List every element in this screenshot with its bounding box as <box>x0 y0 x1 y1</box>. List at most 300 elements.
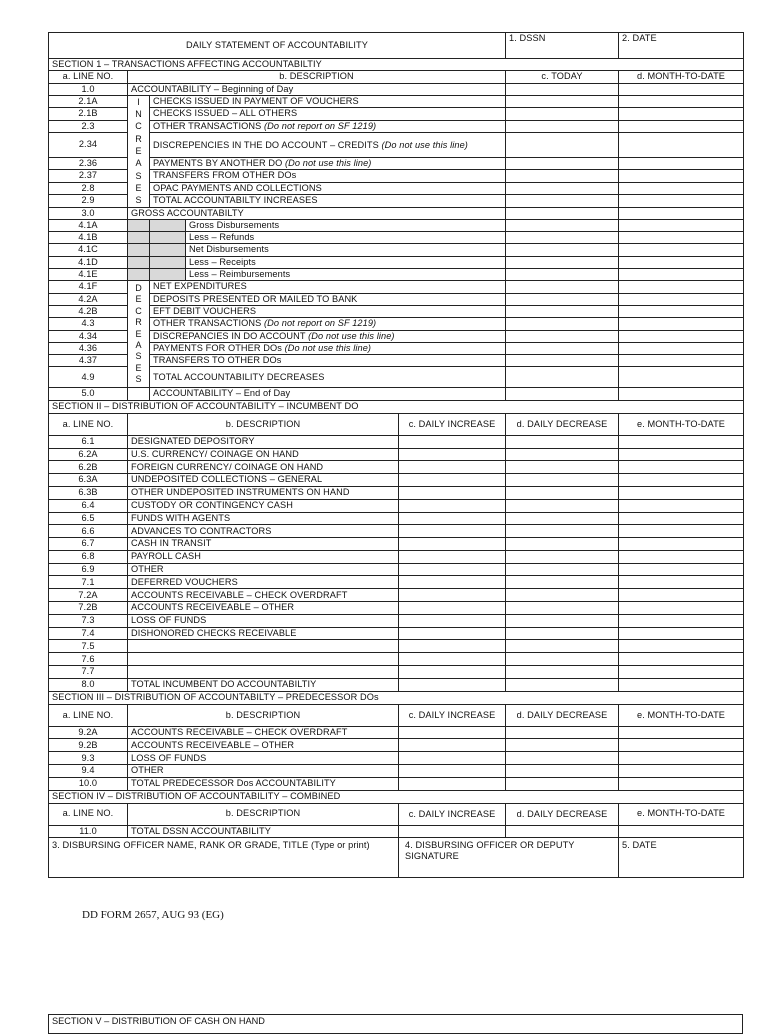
row-description-cell <box>150 305 506 317</box>
daily-decrease-cell[interactable] <box>506 486 619 499</box>
line-no: 6.2A <box>49 448 128 461</box>
line-no: 5.0 <box>49 388 128 400</box>
mtd-cell[interactable] <box>619 765 744 778</box>
row-description-cell <box>150 318 506 330</box>
row-description: TOTAL PREDECESSOR Dos ACCOUNTABILITY <box>128 777 399 790</box>
daily-increase-cell[interactable] <box>399 538 506 551</box>
daily-increase-cell[interactable] <box>399 777 506 790</box>
today-cell[interactable] <box>506 355 619 367</box>
col-month-to-date: e. MONTH-TO-DATE <box>619 803 744 825</box>
daily-increase-cell[interactable] <box>399 602 506 615</box>
mtd-cell[interactable] <box>619 318 744 330</box>
mtd-cell[interactable] <box>619 269 744 281</box>
row-description: DISCREPENCIES IN THE DO ACCOUNT – CREDITS <box>153 139 379 150</box>
today-cell[interactable] <box>506 170 619 182</box>
table-row <box>49 653 744 666</box>
line-no: 4.2A <box>49 293 128 305</box>
line-no: 4.9 <box>49 367 128 388</box>
table-row <box>49 614 744 627</box>
table-row <box>49 157 744 169</box>
col-daily-decrease: d. DAILY DECREASE <box>506 413 619 435</box>
line-no: 6.2B <box>49 461 128 474</box>
daily-increase-cell[interactable] <box>399 461 506 474</box>
mtd-cell[interactable] <box>619 525 744 538</box>
table-row <box>49 219 744 231</box>
daily-increase-cell[interactable] <box>399 627 506 640</box>
table-row <box>49 448 744 461</box>
mtd-cell[interactable] <box>619 182 744 194</box>
row-description: DEFERRED VOUCHERS <box>128 576 399 589</box>
row-description: CUSTODY OR CONTINGENCY CASH <box>128 499 399 512</box>
daily-decrease-cell[interactable] <box>506 563 619 576</box>
line-no: 2.3 <box>49 120 128 132</box>
today-cell[interactable] <box>506 95 619 107</box>
line-no: 9.4 <box>49 765 128 778</box>
mtd-cell[interactable] <box>619 589 744 602</box>
mtd-cell[interactable] <box>619 95 744 107</box>
table-row <box>49 108 744 120</box>
mtd-cell[interactable] <box>619 666 744 679</box>
mtd-cell[interactable] <box>619 305 744 317</box>
row-description: CASH IN TRANSIT <box>128 538 399 551</box>
mtd-cell[interactable] <box>619 576 744 589</box>
row-description: OTHER <box>128 563 399 576</box>
line-no: 6.5 <box>49 512 128 525</box>
line-no: 2.37 <box>49 170 128 182</box>
today-cell[interactable] <box>506 318 619 330</box>
row-note: (Do not use this line) <box>308 330 395 341</box>
mtd-cell[interactable] <box>619 83 744 95</box>
mtd-cell[interactable] <box>619 120 744 132</box>
table-row <box>49 133 744 157</box>
table-row <box>49 640 744 653</box>
col-description: b. DESCRIPTION <box>128 413 399 435</box>
mtd-cell[interactable] <box>619 448 744 461</box>
daily-increase-cell[interactable] <box>399 752 506 765</box>
today-cell[interactable] <box>506 342 619 354</box>
today-cell[interactable] <box>506 157 619 169</box>
daily-decrease-cell[interactable] <box>506 525 619 538</box>
vertical-letter: E <box>135 328 142 339</box>
mtd-cell[interactable] <box>619 330 744 342</box>
row-description: OTHER UNDEPOSITED INSTRUMENTS ON HAND <box>128 486 399 499</box>
line-no: 2.36 <box>49 157 128 169</box>
mtd-cell[interactable] <box>619 739 744 752</box>
date-field[interactable]: 2. DATE <box>619 33 744 59</box>
row-description-cell <box>150 195 506 208</box>
mtd-cell[interactable] <box>619 474 744 487</box>
table-row <box>49 293 744 305</box>
daily-increase-cell[interactable] <box>399 474 506 487</box>
table-row <box>49 83 744 95</box>
daily-increase-cell[interactable] <box>399 576 506 589</box>
table-row <box>49 244 744 256</box>
section2-title: SECTION II – DISTRIBUTION OF ACCOUNTABILITY – INCUMBENT DO <box>49 400 744 413</box>
daily-decrease-cell[interactable] <box>506 602 619 615</box>
daily-increase-cell[interactable] <box>399 825 506 838</box>
row-description: ACCOUNTS RECEIVABLE – CHECK OVERDRAFT <box>128 726 399 739</box>
daily-decrease-cell[interactable] <box>506 627 619 640</box>
vertical-letter: E <box>135 362 142 373</box>
table-row <box>49 525 744 538</box>
line-no: 3.0 <box>49 207 128 219</box>
row-description-cell <box>150 281 506 293</box>
row-description-cell <box>150 293 506 305</box>
daily-decrease-cell[interactable] <box>506 678 619 691</box>
shaded-cell <box>128 256 150 268</box>
daily-decrease-cell[interactable] <box>506 825 619 838</box>
daily-increase-cell[interactable] <box>399 563 506 576</box>
row-description: DESIGNATED DEPOSITORY <box>128 435 399 448</box>
daily-increase-cell[interactable] <box>399 678 506 691</box>
row-description: ACCOUNTS RECEIVABLE – CHECK OVERDRAFT <box>128 589 399 602</box>
daily-increase-cell[interactable] <box>399 448 506 461</box>
today-cell[interactable] <box>506 195 619 208</box>
row-description: FOREIGN CURRENCY/ COINAGE ON HAND <box>128 461 399 474</box>
form-table <box>48 32 744 878</box>
daily-decrease-cell[interactable] <box>506 765 619 778</box>
mtd-cell[interactable] <box>619 244 744 256</box>
daily-increase-cell[interactable] <box>399 726 506 739</box>
mtd-cell[interactable] <box>619 388 744 400</box>
dssn-field[interactable]: 1. DSSN <box>506 33 619 59</box>
col-daily-decrease: d. DAILY DECREASE <box>506 803 619 825</box>
mtd-cell[interactable] <box>619 825 744 838</box>
mtd-cell[interactable] <box>619 293 744 305</box>
daily-statement-form <box>48 32 743 878</box>
daily-increase-cell[interactable] <box>399 435 506 448</box>
mtd-cell[interactable] <box>619 640 744 653</box>
row-description-cell <box>150 157 506 169</box>
row-description: DEPOSITS PRESENTED OR MAILED TO BANK <box>153 293 358 304</box>
mtd-cell[interactable] <box>619 108 744 120</box>
daily-increase-cell[interactable] <box>399 666 506 679</box>
mtd-cell[interactable] <box>619 355 744 367</box>
col-month-to-date: e. MONTH-TO-DATE <box>619 413 744 435</box>
form-id: DD FORM 2657, AUG 93 (EG) <box>82 909 224 921</box>
row-description-cell <box>150 182 506 194</box>
table-row <box>49 538 744 551</box>
line-no: 10.0 <box>49 777 128 790</box>
vertical-letter: A <box>135 158 142 169</box>
mtd-cell[interactable] <box>619 752 744 765</box>
row-description: LOSS OF FUNDS <box>128 614 399 627</box>
line-no: 7.4 <box>49 627 128 640</box>
vertical-letter: A <box>135 340 142 351</box>
daily-decrease-cell[interactable] <box>506 752 619 765</box>
table-row <box>49 563 744 576</box>
row-description: PAYROLL CASH <box>128 550 399 563</box>
table-row <box>49 71 744 83</box>
table-row <box>49 803 744 825</box>
mtd-cell[interactable] <box>619 627 744 640</box>
row-description: NET EXPENDITURES <box>153 281 247 292</box>
vertical-letter: N <box>135 109 142 120</box>
line-no: 4.1C <box>49 244 128 256</box>
daily-decrease-cell[interactable] <box>506 461 619 474</box>
mtd-cell[interactable] <box>619 219 744 231</box>
table-row <box>49 790 744 803</box>
signature-field[interactable]: 4. DISBURSING OFFICER OR DEPUTY SIGNATURE <box>399 838 619 878</box>
daily-increase-cell[interactable] <box>399 512 506 525</box>
daily-increase-cell[interactable] <box>399 499 506 512</box>
daily-increase-cell[interactable] <box>399 653 506 666</box>
mtd-cell[interactable] <box>619 435 744 448</box>
today-cell[interactable] <box>506 293 619 305</box>
row-description: FUNDS WITH AGENTS <box>128 512 399 525</box>
row-description: Net Disbursements <box>186 244 506 256</box>
today-cell[interactable] <box>506 232 619 244</box>
form-title: DAILY STATEMENT OF ACCOUNTABILITY <box>49 33 506 59</box>
row-description <box>128 666 399 679</box>
row-note: (Do not use this line) <box>381 139 468 150</box>
shaded-cell <box>128 219 150 231</box>
col-line-no: a. LINE NO. <box>49 71 128 83</box>
daily-decrease-cell[interactable] <box>506 640 619 653</box>
today-cell[interactable] <box>506 207 619 219</box>
row-description-cell <box>150 330 506 342</box>
table-row <box>49 413 744 435</box>
today-cell[interactable] <box>506 305 619 317</box>
table-row <box>49 120 744 132</box>
daily-decrease-cell[interactable] <box>506 576 619 589</box>
row-description: CHECKS ISSUED IN PAYMENT OF VOUCHERS <box>153 95 359 106</box>
mtd-cell[interactable] <box>619 614 744 627</box>
vertical-letter: C <box>135 305 142 316</box>
vertical-letter: E <box>135 294 142 305</box>
line-no: 4.1F <box>49 281 128 293</box>
shaded-cell <box>128 232 150 244</box>
line-no: 4.34 <box>49 330 128 342</box>
row-description-cell <box>150 342 506 354</box>
table-row <box>49 170 744 182</box>
table-row <box>49 691 744 704</box>
mtd-cell[interactable] <box>619 486 744 499</box>
line-no: 7.6 <box>49 653 128 666</box>
line-no: 2.1B <box>49 108 128 120</box>
daily-decrease-cell[interactable] <box>506 448 619 461</box>
today-cell[interactable] <box>506 219 619 231</box>
daily-increase-cell[interactable] <box>399 765 506 778</box>
mtd-cell[interactable] <box>619 777 744 790</box>
line-no: 4.1B <box>49 232 128 244</box>
line-no: 7.2A <box>49 589 128 602</box>
table-row <box>49 318 744 330</box>
daily-decrease-cell[interactable] <box>506 435 619 448</box>
table-row <box>49 232 744 244</box>
row-description: Less – Reimbursements <box>186 269 506 281</box>
table-row <box>49 342 744 354</box>
today-cell[interactable] <box>506 269 619 281</box>
row-description: TOTAL ACCOUNTABILTY INCREASES <box>153 195 318 206</box>
table-row <box>49 602 744 615</box>
row-description: TOTAL DSSN ACCOUNTABILITY <box>128 825 399 838</box>
row-description: PAYMENTS BY ANOTHER DO <box>153 157 283 168</box>
vertical-letter: S <box>135 374 142 385</box>
daily-decrease-cell[interactable] <box>506 474 619 487</box>
daily-increase-cell[interactable] <box>399 525 506 538</box>
col-description: b. DESCRIPTION <box>128 71 506 83</box>
line-no: 2.1A <box>49 95 128 107</box>
mtd-cell[interactable] <box>619 726 744 739</box>
daily-decrease-cell[interactable] <box>506 538 619 551</box>
table-row <box>49 388 744 400</box>
table-row <box>49 765 744 778</box>
signature-date-field[interactable]: 5. DATE <box>619 838 744 878</box>
row-description: ACCOUNTABILITY – Beginning of Day <box>128 83 506 95</box>
row-description: TOTAL ACCOUNTABILITY DECREASES <box>153 371 325 382</box>
row-description: Less – Receipts <box>186 256 506 268</box>
table-row <box>49 95 744 107</box>
today-cell[interactable] <box>506 388 619 400</box>
daily-decrease-cell[interactable] <box>506 739 619 752</box>
mtd-cell[interactable] <box>619 367 744 388</box>
daily-increase-cell[interactable] <box>399 486 506 499</box>
shaded-cell <box>150 256 186 268</box>
mtd-cell[interactable] <box>619 170 744 182</box>
daily-increase-cell[interactable] <box>399 640 506 653</box>
vertical-letter: S <box>135 195 142 206</box>
shaded-cell <box>128 269 150 281</box>
daily-decrease-cell[interactable] <box>506 777 619 790</box>
col-line-no: a. LINE NO. <box>49 803 128 825</box>
row-description-cell <box>150 355 506 367</box>
vertical-letter: R <box>135 133 142 144</box>
today-cell[interactable] <box>506 367 619 388</box>
line-no: 4.2B <box>49 305 128 317</box>
shaded-cell <box>150 244 186 256</box>
section5-title: SECTION V – DISTRIBUTION OF CASH ON HAND <box>48 1014 743 1034</box>
mtd-cell[interactable] <box>619 499 744 512</box>
table-row <box>49 207 744 219</box>
daily-decrease-cell[interactable] <box>506 653 619 666</box>
row-description: TRANSFERS FROM OTHER DOs <box>153 170 297 181</box>
row-description: GROSS ACCOUNTABILTY <box>128 207 506 219</box>
mtd-cell[interactable] <box>619 281 744 293</box>
daily-decrease-cell[interactable] <box>506 666 619 679</box>
col-description: b. DESCRIPTION <box>128 704 399 726</box>
row-description-cell <box>150 120 506 132</box>
row-description: OTHER <box>128 765 399 778</box>
row-description: OTHER TRANSACTIONS <box>153 318 262 329</box>
daily-decrease-cell[interactable] <box>506 499 619 512</box>
today-cell[interactable] <box>506 256 619 268</box>
mtd-cell[interactable] <box>619 157 744 169</box>
daily-decrease-cell[interactable] <box>506 726 619 739</box>
row-note: (Do not use this line) <box>284 157 372 168</box>
today-cell[interactable] <box>506 120 619 132</box>
shaded-cell <box>150 219 186 231</box>
line-no: 2.9 <box>49 195 128 208</box>
today-cell[interactable] <box>506 244 619 256</box>
row-description: Less – Refunds <box>186 232 506 244</box>
row-description: ACCOUNTS RECEIVEABLE – OTHER <box>128 602 399 615</box>
shaded-cell <box>150 232 186 244</box>
line-no: 6.6 <box>49 525 128 538</box>
daily-decrease-cell[interactable] <box>506 589 619 602</box>
section3-title: SECTION III – DISTRIBUTION OF ACCOUNTABILTY – PREDECESSOR DOs <box>49 691 744 704</box>
blank-cell <box>128 388 150 400</box>
table-row <box>49 305 744 317</box>
row-description <box>128 653 399 666</box>
table-row <box>49 182 744 194</box>
col-daily-increase: c. DAILY INCREASE <box>399 803 506 825</box>
col-month-to-date: e. MONTH-TO-DATE <box>619 704 744 726</box>
table-row <box>49 269 744 281</box>
line-no: 4.1D <box>49 256 128 268</box>
line-no: 4.1A <box>49 219 128 231</box>
mtd-cell[interactable] <box>619 342 744 354</box>
line-no: 6.9 <box>49 563 128 576</box>
daily-increase-cell[interactable] <box>399 589 506 602</box>
table-row <box>49 825 744 838</box>
vertical-letter: C <box>135 121 142 132</box>
line-no: 8.0 <box>49 678 128 691</box>
mtd-cell[interactable] <box>619 256 744 268</box>
officer-name-field[interactable]: 3. DISBURSING OFFICER NAME, RANK OR GRADE, TITLE (Type or print) <box>49 838 399 878</box>
row-description: OPAC PAYMENTS AND COLLECTIONS <box>153 182 322 193</box>
daily-increase-cell[interactable] <box>399 614 506 627</box>
mtd-cell[interactable] <box>619 563 744 576</box>
mtd-cell[interactable] <box>619 678 744 691</box>
row-description: U.S. CURRENCY/ COINAGE ON HAND <box>128 448 399 461</box>
today-cell[interactable] <box>506 330 619 342</box>
row-description: ACCOUNTS RECEIVEABLE – OTHER <box>128 739 399 752</box>
today-cell[interactable] <box>506 133 619 157</box>
row-description-cell <box>150 95 506 107</box>
mtd-cell[interactable] <box>619 207 744 219</box>
row-description: ACCOUNTABILITY – End of Day <box>150 388 506 400</box>
mtd-cell[interactable] <box>619 195 744 208</box>
row-description-cell <box>150 133 506 157</box>
line-no: 4.1E <box>49 269 128 281</box>
daily-decrease-cell[interactable] <box>506 512 619 525</box>
mtd-cell[interactable] <box>619 602 744 615</box>
today-cell[interactable] <box>506 281 619 293</box>
table-row <box>49 256 744 268</box>
daily-increase-cell[interactable] <box>399 739 506 752</box>
col-today: c. TODAY <box>506 71 619 83</box>
mtd-cell[interactable] <box>619 133 744 157</box>
line-no: 4.36 <box>49 342 128 354</box>
vertical-letter: I <box>137 96 140 107</box>
today-cell[interactable] <box>506 182 619 194</box>
line-no: 1.0 <box>49 83 128 95</box>
today-cell[interactable] <box>506 108 619 120</box>
row-note: (Do not report on SF 1219) <box>263 120 377 131</box>
vertical-letter: R <box>135 317 142 328</box>
table-row <box>49 838 744 878</box>
mtd-cell[interactable] <box>619 232 744 244</box>
mtd-cell[interactable] <box>619 653 744 666</box>
table-row <box>49 33 744 59</box>
daily-decrease-cell[interactable] <box>506 550 619 563</box>
row-description: PAYMENTS FOR OTHER DOs <box>153 342 282 353</box>
row-description-cell <box>150 108 506 120</box>
row-description: LOSS OF FUNDS <box>128 752 399 765</box>
daily-decrease-cell[interactable] <box>506 614 619 627</box>
mtd-cell[interactable] <box>619 461 744 474</box>
daily-increase-cell[interactable] <box>399 550 506 563</box>
row-description: UNDEPOSITED COLLECTIONS – GENERAL <box>128 474 399 487</box>
table-row <box>49 752 744 765</box>
mtd-cell[interactable] <box>619 550 744 563</box>
table-row <box>49 512 744 525</box>
mtd-cell[interactable] <box>619 538 744 551</box>
row-description-cell <box>150 170 506 182</box>
today-cell[interactable] <box>506 83 619 95</box>
mtd-cell[interactable] <box>619 512 744 525</box>
